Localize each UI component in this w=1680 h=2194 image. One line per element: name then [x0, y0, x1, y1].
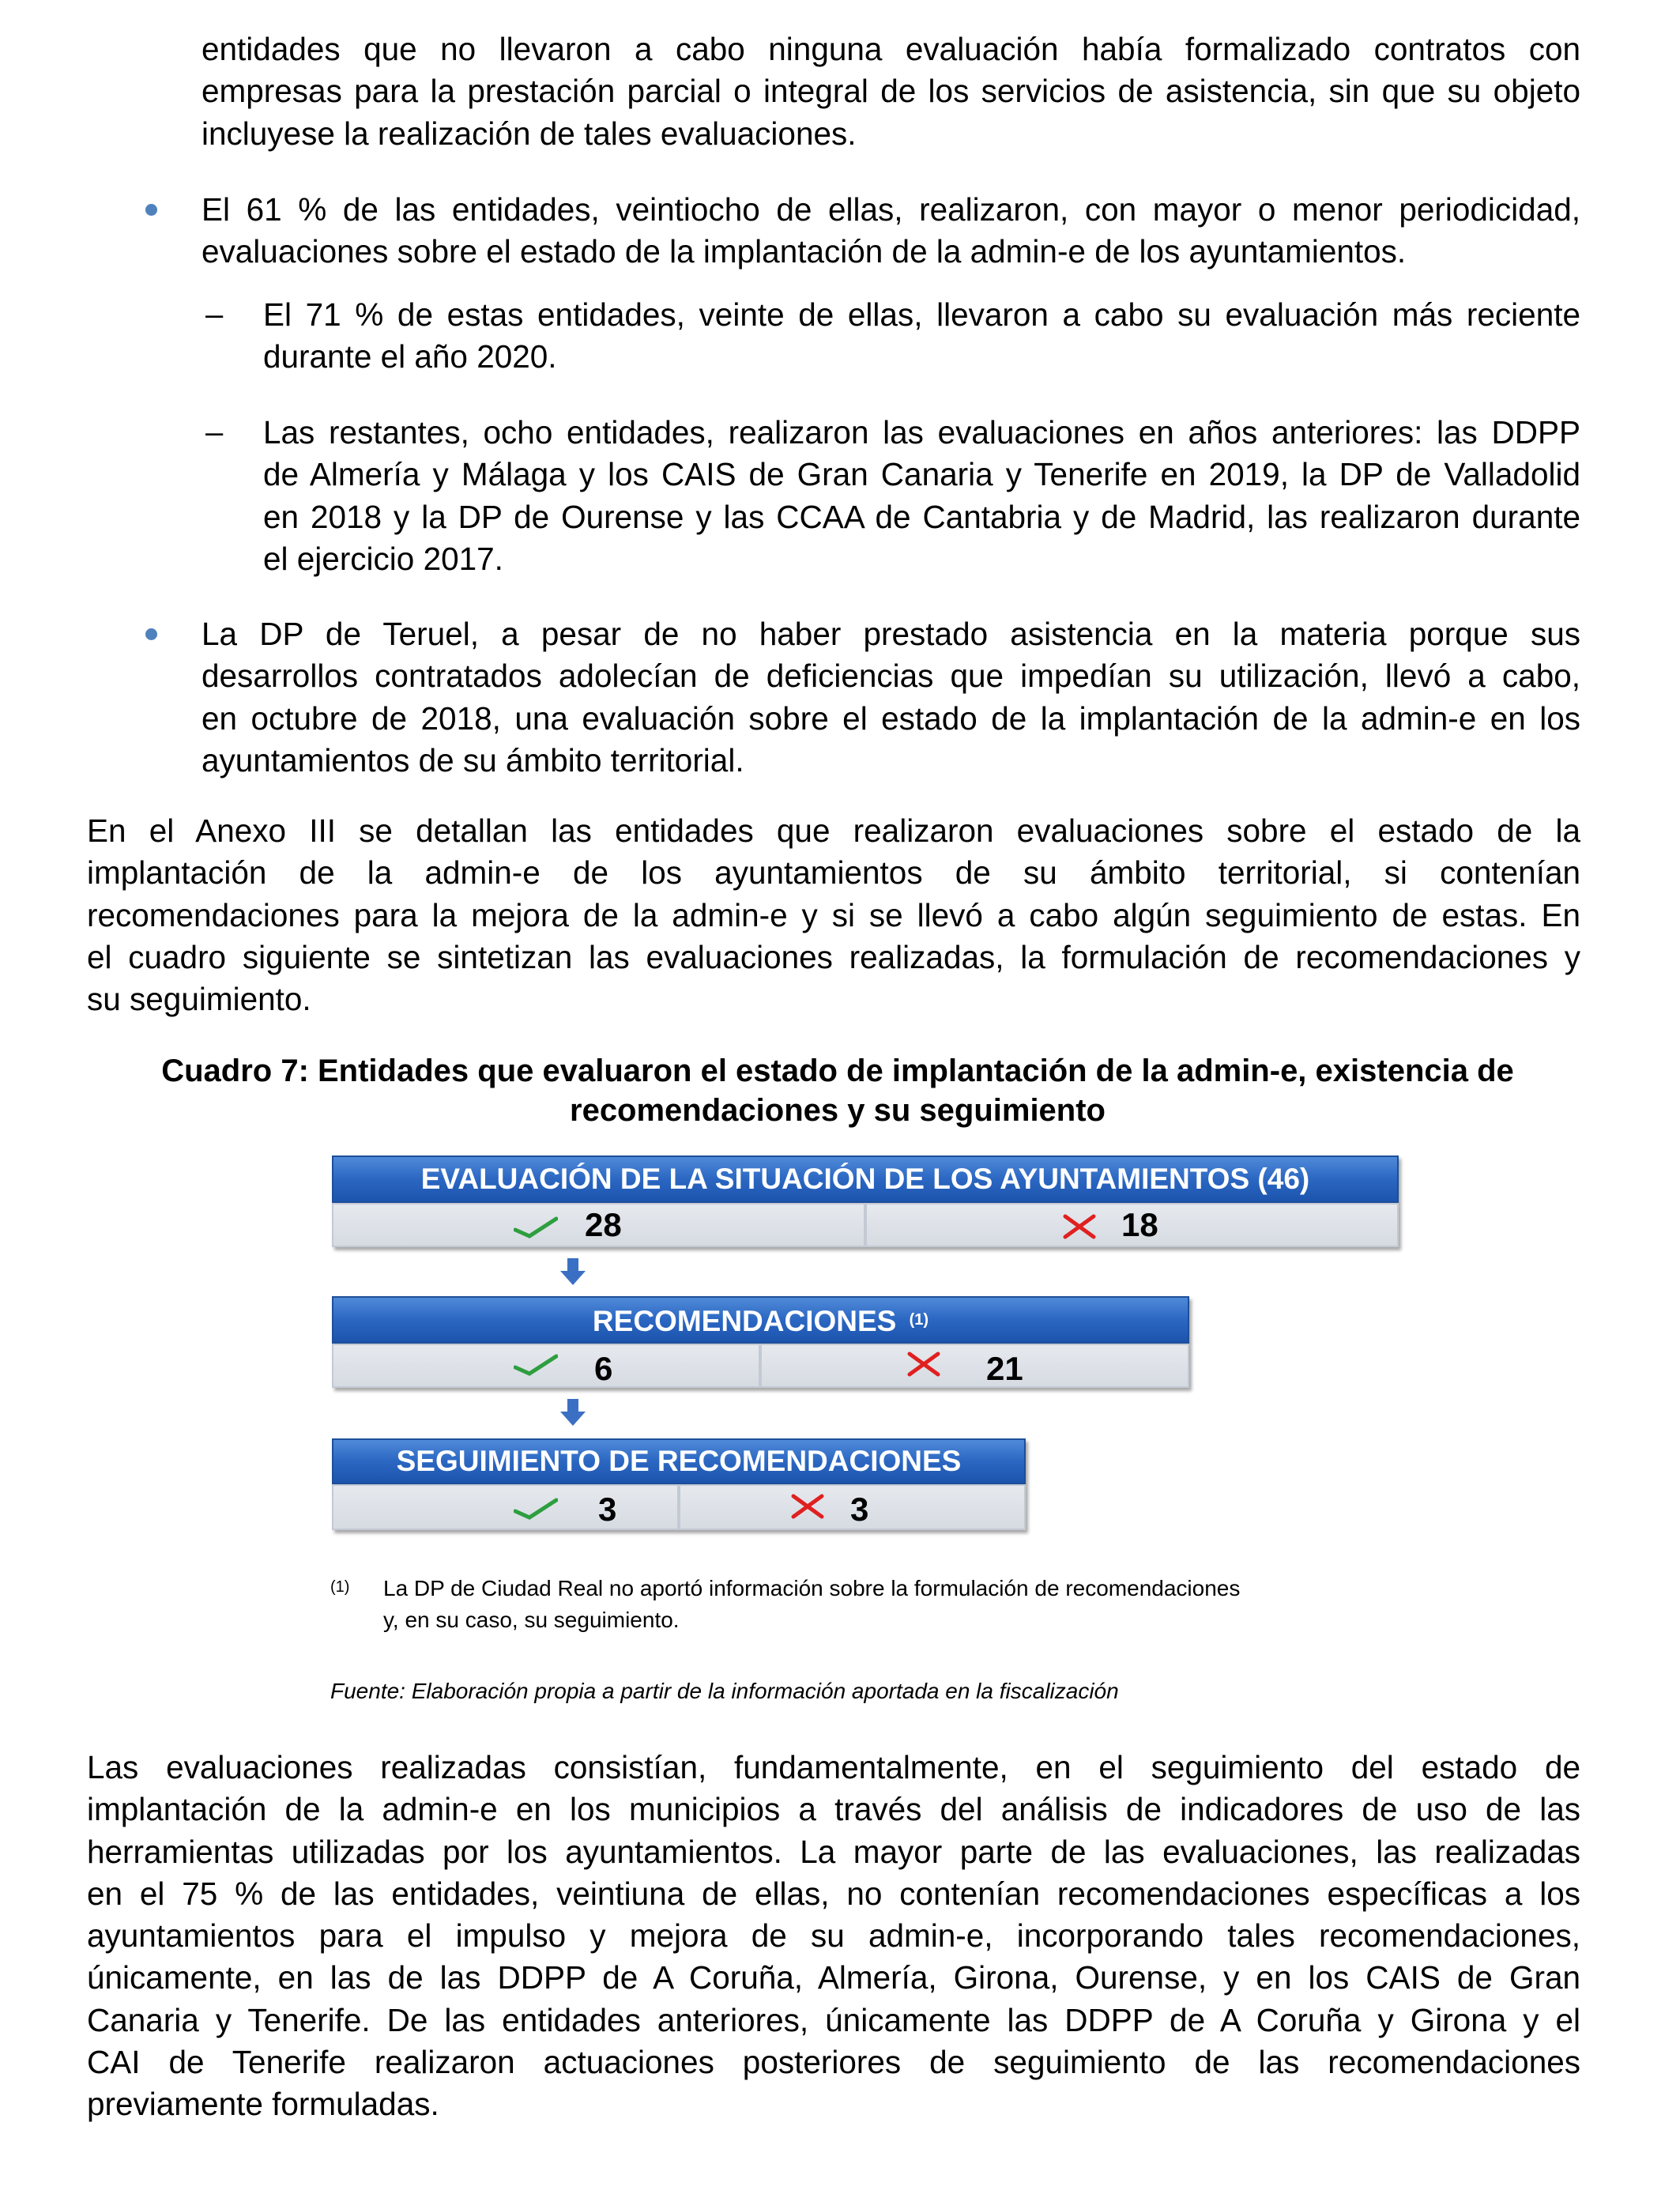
dash-icon: – — [205, 297, 224, 332]
conclusion-paragraph — [87, 1747, 1580, 2126]
text-line: evaluaciones sobre el estado de la implantación de la admin-e de los ayuntamientos. — [202, 233, 1407, 270]
text-line: en el 75 % de las entidades, veintiuna de ellas, no contenían recomendaciones específicas a los — [87, 1875, 1580, 1912]
evaluacion-no-count: 18 — [1121, 1206, 1158, 1243]
evaluacion-counts — [332, 1203, 1399, 1247]
footnote-line-2: y, en su caso, su seguimiento. — [383, 1608, 680, 1632]
text-line: de Almería y Málaga y los CAIS de Gran Canaria y Tenerife en 2019, la DP de Valladolid — [263, 456, 1580, 493]
recomendaciones-no-cell — [760, 1344, 1189, 1388]
seguimiento-header — [332, 1438, 1026, 1484]
seguimiento-no-cell — [679, 1484, 1026, 1530]
text-line: herramientas utilizadas por los ayuntamientos. La mayor parte de las evaluaciones, las realizadas — [87, 1833, 1580, 1870]
text-line: recomendaciones para la mejora de la admin-e y si se llevó a cabo algún seguimiento de estas. En — [87, 896, 1580, 933]
cross-icon — [791, 1494, 824, 1519]
bullet-teruel — [202, 613, 1580, 782]
sub-bullet-71-percent — [263, 294, 1580, 379]
text-line: Las evaluaciones realizadas consistían, fundamentalmente, en el seguimiento del estado de — [87, 1749, 1580, 1785]
recomendaciones-counts — [332, 1344, 1189, 1388]
text-line: ayuntamientos de su ámbito territorial. — [202, 741, 744, 778]
recomendaciones-note-ref: (1) — [909, 1311, 929, 1329]
dash-icon: – — [205, 415, 224, 450]
text-line: ayuntamientos para el impulso y mejora de su admin-e, incorporando tales recomendaciones, — [87, 1917, 1580, 1955]
cross-icon — [907, 1351, 940, 1377]
evaluacion-yes-count: 28 — [585, 1206, 622, 1243]
text-line: implantación de la admin-e de los ayuntamientos de su ámbito territorial, si contenían — [87, 854, 1580, 892]
anexo-paragraph — [87, 810, 1580, 1020]
evaluacion-header — [332, 1155, 1399, 1203]
text-line: en octubre de 2018, una evaluación sobre el estado de la implantación de la admin-e en los — [202, 699, 1580, 737]
footnote-text — [383, 1573, 1490, 1636]
recomendaciones-yes-cell — [332, 1344, 760, 1388]
seguimiento-yes-cell — [332, 1484, 679, 1530]
text-line: el cuadro siguiente se sintetizan las evaluaciones realizadas, la formulación de recomendaciones y — [87, 938, 1580, 975]
text-line: incluyese la realización de tales evaluaciones. — [202, 115, 857, 152]
caption-line-1: Cuadro 7: Entidades que evaluaron el estado de implantación de la admin-e, existencia de — [161, 1054, 1514, 1088]
recomendaciones-title: RECOMENDACIONES — [592, 1305, 897, 1337]
recomendaciones-no-count: 21 — [986, 1350, 1023, 1387]
checkmark-icon — [514, 1216, 558, 1239]
seguimiento-title: SEGUIMIENTO DE RECOMENDACIONES — [396, 1445, 962, 1477]
checkmark-icon — [514, 1353, 558, 1377]
footnote-line-1: La DP de Ciudad Real no aportó información sobre la formulación de recomendaciones — [383, 1576, 1241, 1600]
text-line: desarrollos contratados adolecían de deficiencias que impedían su utilización, llevó a cabo, — [202, 658, 1580, 695]
bullet-61-percent — [202, 189, 1580, 273]
text-line: El 71 % de estas entidades, veinte de ellas, llevaron a cabo su evaluación más reciente — [263, 296, 1580, 333]
text-line: en 2018 y la DP de Ourense y las CCAA de Cantabria y de Madrid, las realizaron durante — [263, 498, 1580, 535]
text-line: Las restantes, ocho entidades, realizaron las evaluaciones en años anteriores: las DDPP — [263, 414, 1580, 450]
text-line: únicamente, en las de las DDPP de A Coruña, Almería, Girona, Ourense, y en los CAIS de Gran — [87, 1959, 1580, 1996]
bullet-dot-icon — [145, 204, 157, 216]
down-arrow-icon — [557, 1397, 589, 1429]
seguimiento-no-count: 3 — [850, 1491, 869, 1528]
checkmark-icon — [514, 1497, 558, 1521]
text-line: implantación de la admin-e en los municipios a través del análisis de indicadores de uso de las — [87, 1791, 1580, 1828]
text-line: el ejercicio 2017. — [263, 540, 503, 577]
down-arrow-icon — [557, 1257, 589, 1288]
text-line: previamente formuladas. — [87, 2086, 439, 2123]
text-line: El 61 % de las entidades, veintiocho de ellas, realizaron, con mayor o menor periodicidad, — [202, 191, 1580, 228]
source-note: Fuente: Elaboración propia a partir de la información aportada en la fiscalización — [330, 1679, 1119, 1703]
bullet-dot-icon — [145, 628, 157, 640]
evaluacion-yes-cell — [332, 1203, 865, 1247]
text-line: empresas para la prestación parcial o integral de los servicios de asistencia, sin que su objeto — [202, 73, 1580, 110]
text-line: durante el año 2020. — [263, 338, 557, 375]
recomendaciones-yes-count: 6 — [594, 1350, 613, 1387]
seguimiento-yes-count: 3 — [598, 1491, 617, 1528]
text-line: su seguimiento. — [87, 981, 311, 1018]
sub-bullet-restantes — [263, 412, 1580, 580]
text-line: La DP de Teruel, a pesar de no haber prestado asistencia en la materia porque sus — [202, 616, 1580, 652]
evaluacion-title: EVALUACIÓN DE LA SITUACIÓN DE LOS AYUNTAMIENTOS (46) — [420, 1163, 1310, 1195]
text-line: entidades que no llevaron a cabo ninguna evaluación había formalizado contratos con — [202, 31, 1580, 67]
caption-line-2: recomendaciones y su seguimiento — [570, 1093, 1106, 1128]
footnote-ref: (1) — [330, 1578, 350, 1596]
intro-paragraph — [202, 28, 1580, 155]
cross-icon — [1063, 1214, 1096, 1239]
table-caption — [95, 1051, 1580, 1130]
seguimiento-counts — [332, 1484, 1026, 1530]
evaluacion-no-cell — [865, 1203, 1399, 1247]
recomendaciones-header — [332, 1296, 1189, 1344]
text-line: CAI de Tenerife realizaron actuaciones posteriores de seguimiento de las recomendaciones — [87, 2044, 1580, 2081]
text-line: En el Anexo III se detallan las entidades que realizaron evaluaciones sobre el estado de la — [87, 812, 1580, 849]
text-line: Canaria y Tenerife. De las entidades anteriores, únicamente las DDPP de A Coruña y Girona y el — [87, 2001, 1580, 2038]
